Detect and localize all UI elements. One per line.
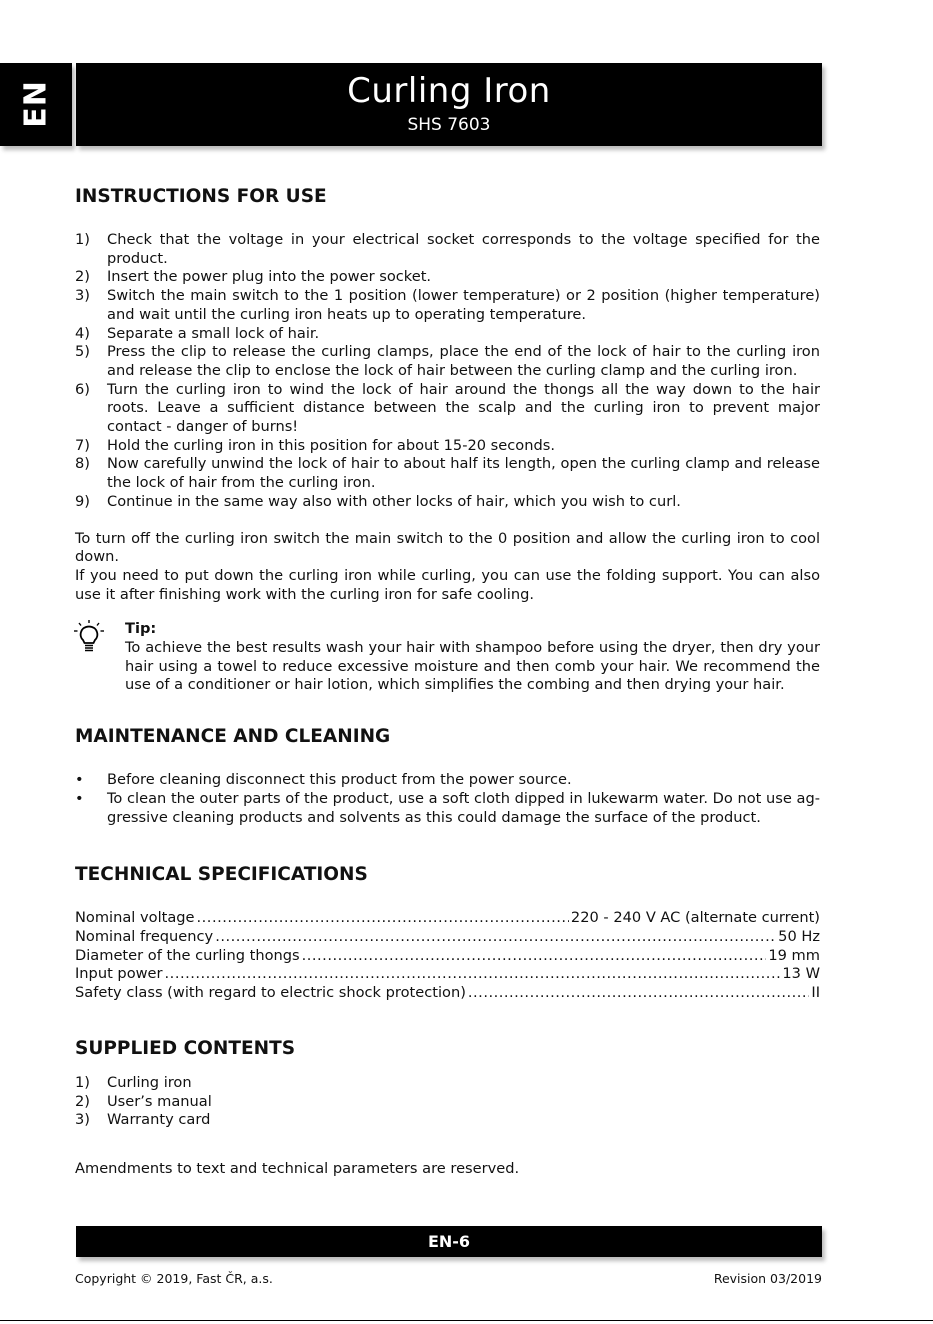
copyright-notice: Copyright © 2019, Fast ČR, a.s. (75, 1271, 273, 1286)
list-item: • Before cleaning disconnect this product from the power source. (75, 771, 572, 789)
instructions-list (75, 231, 820, 512)
instructions-heading: INSTRUCTIONS FOR USE (75, 186, 327, 207)
list-item: • To clean the outer parts of the product, use a soft cloth dipped in lukewarm water. Do not use ag-gressive cleaning products and solvents as this could damage the surface of the product. (75, 789, 820, 826)
page-number-bar (76, 1226, 822, 1257)
list-item: 3) Switch the main switch to the 1 position (lower temperature) or 2 position (higher temperature) and wait until the curling iron heats up to operating temperature. (75, 287, 820, 323)
language-label: EN (18, 80, 54, 128)
revision-label: Revision 03/2019 (713, 1271, 822, 1286)
page-number: EN-6 (427, 1232, 471, 1251)
list-item: 4) Separate a small lock of hair. (75, 324, 320, 342)
title-banner (76, 63, 822, 146)
list-item: 5) Press the clip to release the curling clamps, place the end of the lock of hair to the curling iron and release the clip to enclose the lock of hair between the curling clamp and the curling iron. (75, 343, 820, 379)
language-tab (0, 63, 72, 146)
maintenance-list (75, 771, 820, 827)
spec-row: Diameter of the curling thongs ..... 19 mm (75, 947, 820, 966)
tip-box (75, 620, 820, 695)
tip-label: Tip: (125, 620, 157, 638)
spec-row: Input power ..... 13 W (75, 965, 820, 984)
product-title: Curling Iron (347, 71, 551, 111)
supplied-heading: SUPPLIED CONTENTS (75, 1037, 296, 1059)
list-item: 8) Now carefully unwind the lock of hair to about half its length, open the curling clamp and release the lock of hair from the curling iron. (75, 455, 820, 492)
spec-row: Nominal voltage ..... 220 - 240 V AC (alternate current) (75, 909, 820, 928)
spec-row: Safety class (with regard to electric shock protection) ..... II (75, 984, 820, 1003)
list-item: 1) Curling iron (75, 1073, 192, 1091)
amendments-note: Amendments to text and technical parameters are reserved. (75, 1159, 520, 1177)
list-item: 7) Hold the curling iron in this position for about 15-20 seconds. (75, 436, 555, 454)
list-item: 2) User’s manual (75, 1092, 212, 1110)
list-item: 1) Check that the voltage in your electrical socket corresponds to the voltage specified for the product. (75, 231, 820, 267)
supplied-list (75, 1074, 820, 1130)
maintenance-heading: MAINTENANCE AND CLEANING (75, 726, 391, 748)
list-item: 3) Warranty card (75, 1111, 211, 1129)
switch-off-paragraph: To turn off the curling iron switch the main switch to the 0 position and allow the curling iron to cool down. (75, 529, 820, 566)
specs-table (75, 909, 820, 1003)
bottom-rule (0, 1320, 933, 1321)
tip-text: To achieve the best results wash your hair with shampoo before using the dryer, then dry your hair using a towel to reduce excessive moisture and then comb your hair. We recommend the use of a conditioner or hair lotion, which simplifies the combing and then drying your hair. (125, 639, 820, 694)
manual-content (75, 186, 820, 1179)
list-item: 9) Continue in the same way also with other locks of hair, which you wish to curl. (75, 492, 681, 510)
specs-heading: TECHNICAL SPECIFICATIONS (75, 864, 368, 886)
list-item: 2) Insert the power plug into the power socket. (75, 268, 432, 286)
folding-support-paragraph: If you need to put down the curling iron while curling, you can use the folding support. You can also use it after finishing work with the curling iron for safe cooling. (75, 566, 820, 603)
spec-row: Nominal frequency ..... 50 Hz (75, 928, 820, 947)
lightbulb-icon (74, 620, 104, 654)
list-item: 6) Turn the curling iron to wind the lock of hair around the thongs all the way down to the hair roots. Leave a sufficient distance between the scalp and the curling iron to prevent major contact - danger of burns! (75, 380, 820, 436)
model-number: SHS 7603 (407, 115, 491, 135)
